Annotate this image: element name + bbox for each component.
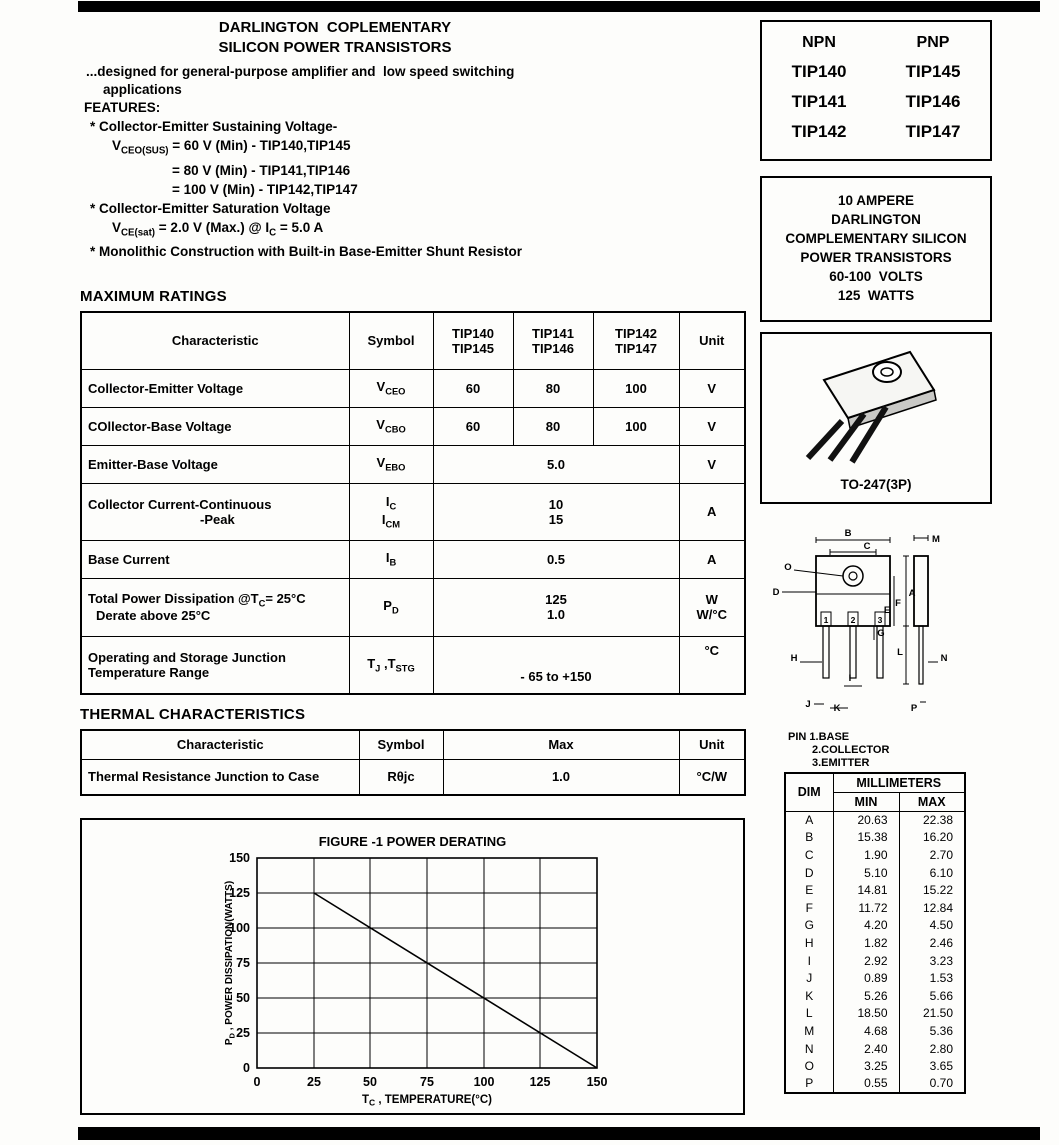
dim-min: 14.81	[833, 881, 899, 899]
package-drawing	[762, 336, 990, 468]
col-header-symbol: Symbol	[349, 312, 433, 369]
dim-letter-E: E	[883, 605, 891, 616]
dim-min: 3.25	[833, 1057, 899, 1075]
x-tick: 100	[473, 1075, 495, 1089]
dim-letter-A: A	[908, 588, 916, 599]
symbol-sub: B	[389, 557, 397, 568]
dim-max: 5.36	[899, 1022, 965, 1040]
y-axis-label: $P_D$ , POWER DISSIPATION(WATTS)	[224, 880, 237, 1046]
symbol-base: V	[112, 219, 122, 235]
value-cell: 60	[433, 369, 513, 407]
dim-letter-M: M	[932, 534, 940, 545]
summary-line: 125 WATTS	[837, 288, 915, 303]
dim-row	[785, 1005, 965, 1023]
dimension-table	[784, 772, 966, 1094]
derating-line	[314, 893, 597, 1068]
dim-min: 5.26	[833, 987, 899, 1005]
table-row	[81, 636, 745, 694]
characteristic-cell: Base Current	[81, 540, 349, 578]
characteristic-cell: Emitter-Base Voltage	[81, 445, 349, 483]
col-line: TIP141	[532, 325, 574, 341]
dim-row	[785, 1040, 965, 1058]
summary-line: POWER TRANSISTORS	[800, 250, 952, 265]
maximum-ratings-table	[80, 311, 746, 695]
symbol-sub: CBO	[384, 424, 406, 435]
summary-line: 10 AMPERE	[837, 193, 915, 208]
x-tick-labels	[254, 1075, 608, 1089]
package-box	[760, 332, 992, 504]
value-line: 125	[545, 592, 567, 607]
dim-max: 3.65	[899, 1057, 965, 1075]
unit-cell: V	[679, 407, 745, 445]
dim-letter-D: D	[772, 587, 780, 598]
characteristic-cell	[81, 483, 349, 540]
symbol-sub: C	[389, 501, 397, 512]
dim-id: L	[785, 1005, 833, 1023]
symbol-base: I	[381, 511, 386, 527]
feature-text: = 60 V (Min) - TIP140,TIP145	[168, 138, 351, 153]
dimension-drawing	[760, 512, 992, 728]
table-row	[81, 540, 745, 578]
pin-note-line: 2.COLLECTOR	[812, 744, 890, 756]
symbol-cell	[349, 407, 433, 445]
type-grid	[762, 22, 990, 142]
value-cell: - 65 to +150	[433, 636, 679, 694]
dim-min: 0.89	[833, 969, 899, 987]
type-number-box	[760, 20, 992, 161]
unit-line: W	[705, 592, 718, 607]
dim-min: 5.10	[833, 864, 899, 882]
dim-row	[785, 917, 965, 935]
col-header-unit: Unit	[679, 730, 745, 759]
symbol-cell	[349, 636, 433, 694]
dim-row	[785, 1022, 965, 1040]
symbol-sub: CEO	[385, 386, 406, 397]
unit-cell: A	[679, 540, 745, 578]
thermal-heading: THERMAL CHARACTERISTICS	[80, 706, 306, 723]
dim-id: E	[785, 881, 833, 899]
dim-row	[785, 811, 965, 829]
col-header-unit: Unit	[679, 312, 745, 369]
value-line: 15	[548, 511, 564, 527]
pin-number-2: 2	[850, 615, 856, 625]
maximum-ratings-heading: MAXIMUM RATINGS	[80, 288, 227, 305]
col-header-characteristic: Characteristic	[81, 730, 359, 759]
to247-3d-view	[808, 352, 936, 462]
symbol-cell	[349, 445, 433, 483]
symbol-cell: Rθjc	[359, 759, 443, 795]
value-cell: 60	[433, 407, 513, 445]
figure-title: FIGURE -1 POWER DERATING	[318, 834, 507, 849]
col-line: TIP146	[532, 340, 574, 356]
feature-monolithic: * Monolithic Construction with Built-in Base-Emitter Shunt Resistor	[90, 244, 523, 260]
col-header-millimeters: MILLIMETERS	[833, 773, 965, 792]
feature-vceo-line3: = 100 V (Min) - TIP142,TIP147	[172, 181, 358, 197]
symbol-base: V	[376, 455, 386, 471]
part-number: TIP140	[791, 62, 847, 81]
col-header-tip141-146	[513, 312, 593, 369]
bottom-rule	[78, 1127, 1040, 1140]
dim-max: 16.20	[899, 829, 965, 847]
y-tick: 150	[229, 851, 250, 865]
value-cell: 5.0	[433, 445, 679, 483]
dim-min: 2.92	[833, 952, 899, 970]
symbol-sub: D	[391, 605, 399, 616]
y-tick: 25	[236, 1026, 250, 1040]
dim-max: 2.46	[899, 934, 965, 952]
characteristic-cell: Thermal Resistance Junction to Case	[81, 759, 359, 795]
dim-id: F	[785, 899, 833, 917]
dim-id: N	[785, 1040, 833, 1058]
part-number: TIP145	[905, 62, 961, 81]
dim-min: 2.40	[833, 1040, 899, 1058]
col-line: TIP147	[615, 340, 657, 356]
part-number: TIP142	[791, 122, 847, 141]
dim-letter-C: C	[863, 541, 871, 552]
col-line: TIP145	[452, 340, 494, 356]
value-cell	[433, 578, 679, 636]
symbol-base: ,T	[380, 655, 396, 671]
col-header-tip142-147	[593, 312, 679, 369]
summary-text	[762, 178, 990, 305]
value-cell: 80	[513, 369, 593, 407]
symbol-line	[353, 494, 430, 512]
col-header-dim: DIM	[785, 773, 833, 811]
x-tick: 50	[363, 1075, 377, 1089]
dim-letter-F: F	[895, 598, 901, 609]
col-header-min: MIN	[833, 792, 899, 811]
feature-sustaining: * Collector-Emitter Sustaining Voltage-	[90, 119, 338, 134]
char-line: Collector Current-Continuous	[88, 496, 272, 512]
features-label: FEATURES:	[84, 100, 161, 115]
characteristic-cell: COllector-Base Voltage	[81, 407, 349, 445]
part-number: TIP147	[905, 122, 961, 141]
char-text: = 25°C	[265, 590, 306, 606]
unit-cell: °C	[679, 636, 745, 694]
dim-id: K	[785, 987, 833, 1005]
symbol-cell	[349, 483, 433, 540]
table-header-row	[81, 730, 745, 759]
table-row	[81, 759, 745, 795]
char-line: Derate above 25°C	[96, 608, 211, 624]
symbol-sub: CM	[385, 519, 401, 530]
dim-id: B	[785, 829, 833, 847]
dim-min: 15.38	[833, 829, 899, 847]
dim-row	[785, 881, 965, 899]
col-header-tip140-145	[433, 312, 513, 369]
features-list	[84, 98, 522, 261]
thermal-table	[80, 729, 746, 796]
pin-note-line: 3.EMITTER	[812, 757, 870, 769]
feature-vcesat-line	[112, 218, 522, 243]
y-tick: 75	[236, 956, 250, 970]
dim-letter-N: N	[940, 653, 948, 664]
characteristic-cell	[81, 636, 349, 694]
value-cell: 100	[593, 369, 679, 407]
char-text: Total Power Dissipation @T	[88, 590, 259, 606]
dim-max: 6.10	[899, 864, 965, 882]
symbol-sub: STG	[395, 663, 415, 674]
dim-id: O	[785, 1057, 833, 1075]
outline-views	[782, 535, 938, 708]
pin-note-line: PIN 1.BASE	[788, 731, 850, 743]
npn-header: NPN	[802, 34, 836, 51]
dim-id: M	[785, 1022, 833, 1040]
x-tick: 0	[253, 1075, 261, 1089]
pin-note	[788, 731, 889, 770]
summary-line: COMPLEMENTARY SILICON	[785, 231, 967, 246]
unit-cell: V	[679, 369, 745, 407]
dim-table-header	[785, 773, 965, 792]
dim-letter-P: P	[910, 703, 918, 714]
dim-letter-H: H	[790, 653, 798, 664]
dim-max: 22.38	[899, 811, 965, 829]
figure-power-derating	[80, 818, 745, 1115]
dim-letter-L: L	[897, 647, 903, 658]
char-line	[88, 591, 346, 609]
x-tick: 125	[529, 1075, 551, 1089]
dim-row	[785, 829, 965, 847]
dim-min: 20.63	[833, 811, 899, 829]
unit-cell: V	[679, 445, 745, 483]
dim-max: 3.23	[899, 952, 965, 970]
char-line: Operating and Storage Junction	[88, 649, 286, 665]
dim-row	[785, 1075, 965, 1093]
dim-letter-J: J	[805, 699, 811, 710]
dim-row	[785, 846, 965, 864]
unit-cell	[679, 578, 745, 636]
symbol-base: I	[385, 493, 390, 509]
dim-id: A	[785, 811, 833, 829]
part-number: TIP141	[791, 92, 847, 111]
dim-max: 2.70	[899, 846, 965, 864]
dim-id: D	[785, 864, 833, 882]
col-header-symbol: Symbol	[359, 730, 443, 759]
col-header-max: MAX	[899, 792, 965, 811]
dim-min: 1.82	[833, 934, 899, 952]
symbol-sub: CEO(SUS)	[121, 145, 169, 157]
pin-number-3: 3	[877, 615, 883, 625]
char-line: -Peak	[200, 511, 235, 527]
table-header-row	[81, 312, 745, 369]
value-cell: 1.0	[443, 759, 679, 795]
table-row	[81, 445, 745, 483]
value-cell: 100	[593, 407, 679, 445]
dim-row	[785, 987, 965, 1005]
dim-min: 4.20	[833, 917, 899, 935]
page-title: DARLINGTON COPLEMENTARY	[218, 19, 452, 36]
dim-letter-B: B	[844, 528, 852, 539]
dim-min: 1.90	[833, 846, 899, 864]
dim-id: G	[785, 917, 833, 935]
top-rule	[78, 1, 1040, 12]
table-row	[81, 578, 745, 636]
unit-line: W/°C	[696, 607, 727, 622]
summary-line: DARLINGTON	[831, 212, 921, 227]
col-line: TIP140	[452, 325, 494, 341]
symbol-sub: EBO	[385, 462, 406, 473]
page-subtitle: SILICON POWER TRANSISTORS	[218, 39, 452, 56]
x-tick: 150	[586, 1075, 608, 1089]
description	[86, 63, 514, 99]
symbol-base: P	[383, 598, 392, 614]
y-tick: 0	[243, 1061, 250, 1075]
dim-max: 2.80	[899, 1040, 965, 1058]
summary-line: 60-100 VOLTS	[829, 269, 923, 284]
dim-row	[785, 952, 965, 970]
dim-min: 18.50	[833, 1005, 899, 1023]
x-axis-label: $T_C$ , TEMPERATURE(°C)	[362, 1094, 492, 1108]
symbol-base: V	[376, 417, 385, 433]
pin-number-1: 1	[823, 615, 829, 625]
y-tick: 50	[236, 991, 250, 1005]
characteristic-cell: Collector-Emitter Voltage	[81, 369, 349, 407]
unit-cell: A	[679, 483, 745, 540]
value-cell: 0.5	[433, 540, 679, 578]
dim-row	[785, 899, 965, 917]
table-row	[81, 407, 745, 445]
feature-saturation: * Collector-Emitter Saturation Voltage	[90, 200, 331, 216]
x-tick: 25	[307, 1075, 321, 1089]
characteristic-cell	[81, 578, 349, 636]
dim-letter-K: K	[833, 703, 841, 714]
unit-cell: °C/W	[679, 759, 745, 795]
dim-id: C	[785, 846, 833, 864]
dim-letter-I: I	[848, 673, 852, 684]
package-name: TO-247(3P)	[840, 477, 912, 492]
symbol-line	[353, 512, 430, 530]
value-line: 10	[548, 496, 564, 512]
symbol-cell	[349, 540, 433, 578]
symbol-base: I	[385, 550, 390, 566]
col-header-max: Max	[443, 730, 679, 759]
pin-numbers	[824, 615, 883, 625]
feature-text: = 5.0 A	[276, 219, 324, 235]
value-line: 1.0	[546, 607, 566, 622]
dim-min: 4.68	[833, 1022, 899, 1040]
feature-text: = 2.0 V (Max.) @ I	[155, 219, 270, 235]
dim-max: 12.84	[899, 899, 965, 917]
dim-row	[785, 969, 965, 987]
symbol-sub: CE(sat)	[121, 227, 156, 239]
char-line: Temperature Range	[88, 664, 210, 680]
dim-min: 11.72	[833, 899, 899, 917]
table-row	[81, 369, 745, 407]
dim-max: 5.66	[899, 987, 965, 1005]
part-number: TIP146	[905, 92, 961, 111]
y-tick: 125	[229, 886, 250, 900]
dim-id: J	[785, 969, 833, 987]
dim-id: H	[785, 934, 833, 952]
pnp-header: PNP	[916, 34, 950, 51]
y-tick: 100	[229, 921, 250, 935]
dim-max: 15.22	[899, 881, 965, 899]
x-tick: 75	[420, 1075, 434, 1089]
symbol-sub: J	[375, 663, 381, 674]
table-row	[81, 483, 745, 540]
dim-max: 1.53	[899, 969, 965, 987]
dim-max: 4.50	[899, 917, 965, 935]
dim-row	[785, 934, 965, 952]
dim-min: 0.55	[833, 1075, 899, 1093]
symbol-base: T	[367, 655, 376, 671]
dim-letter-G: G	[877, 628, 885, 639]
title-block	[150, 18, 520, 58]
dim-id: I	[785, 952, 833, 970]
dim-id: P	[785, 1075, 833, 1093]
dim-row	[785, 864, 965, 882]
symbol-sub: C	[269, 227, 277, 239]
value-cell: 80	[513, 407, 593, 445]
feature-vceo-line1	[112, 136, 522, 161]
dim-max: 21.50	[899, 1005, 965, 1023]
dim-letter-O: O	[784, 562, 792, 573]
power-derating-chart	[82, 820, 743, 1113]
dim-max: 0.70	[899, 1075, 965, 1093]
symbol-base: V	[376, 379, 386, 395]
symbol-base: V	[112, 138, 122, 153]
description-line: ...designed for general-purpose amplifier and low speed switching	[86, 64, 515, 79]
description-line: applications	[103, 82, 182, 97]
value-cell	[433, 483, 679, 540]
col-line: TIP142	[615, 325, 657, 341]
symbol-cell	[349, 578, 433, 636]
dim-row	[785, 1057, 965, 1075]
feature-vceo-line2: = 80 V (Min) - TIP141,TIP146	[172, 162, 351, 178]
summary-box	[760, 176, 992, 322]
symbol-cell	[349, 369, 433, 407]
symbol-sub: C	[258, 598, 266, 609]
col-header-characteristic: Characteristic	[81, 312, 349, 369]
